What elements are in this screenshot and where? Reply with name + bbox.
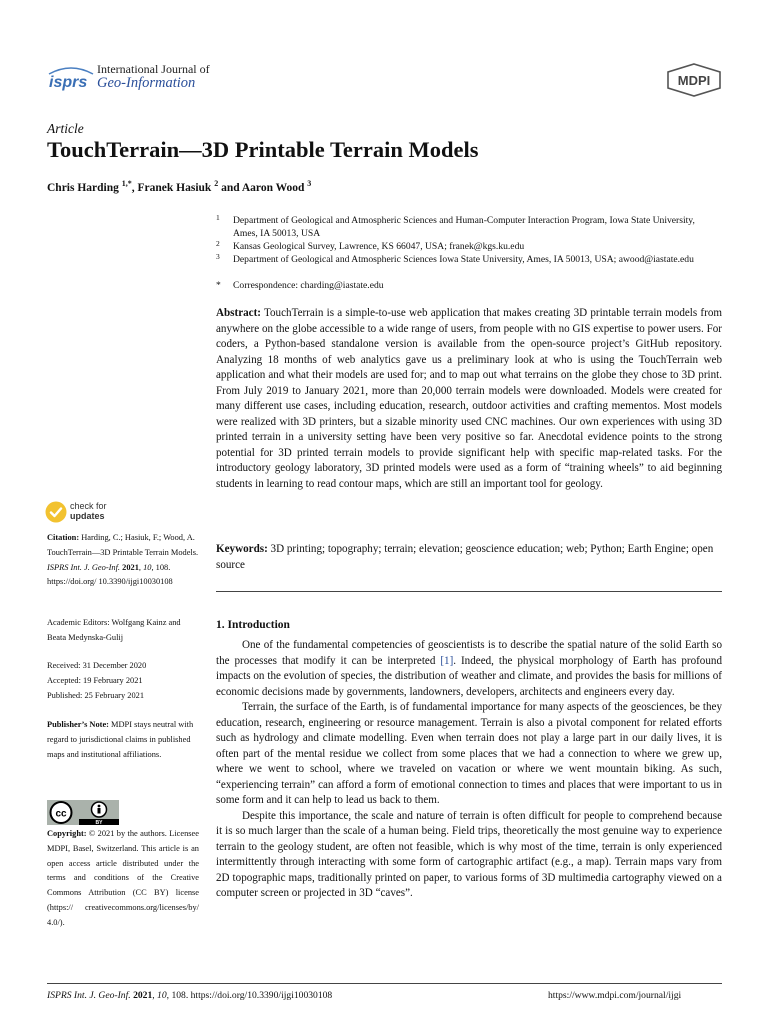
section-body (216, 638, 722, 902)
affiliation-1 (216, 215, 722, 241)
author-affiliation-marker: 2 (214, 179, 219, 188)
abstract-text: TouchTerrain is a simple-to-use web application that makes creating 3D printable terrain models from anywhere on the globe accessible to a wide range of users, from people with no GIS expertise to power users. For coders, a Python-based standalone version is available from the open-source project’s GitHub repository. Analyzing 18 months of web analytics gave us a preliminary look at who is using the TouchTerrain web application and what their models are used for; and to map out what terrains on the globe they chose to 3D print. From July 2019 to January 2021, more than 20,000 terrain models were downloaded. Models were created for many different use cases, including education, research, outdoor activities and crafting mementos. Most models were realized with 3D printers, but a sizable minority used CNC machines. Our own experiences with using 3D printed terrain in a university setting have been very positive so far. Anecdotal evidence points to the strong potential for 3D printed terrain models to provide significant help with specific map-related tasks. For the introductory geology laboratory, 3D printed models were used as a form of “training wheels” to aid beginning students in learning to read contour maps, which are still an important tool for geology. (216, 307, 722, 490)
affiliation-text: Correspondence: charding@iastate.edu (233, 280, 384, 291)
author-name: Franek Hasiuk (137, 181, 212, 194)
affiliation-number: 2 (216, 239, 220, 248)
citation-journal: ISPRS Int. J. Geo-Inf. (47, 562, 121, 572)
affiliation-2 (216, 241, 722, 254)
author-affiliation-marker: 1,* (121, 179, 132, 188)
citation-volume: 10 (143, 562, 152, 572)
isprs-logo (47, 64, 95, 92)
article-type: Article (47, 121, 84, 136)
academic-editors: Academic Editors: Wolfgang Kainz and Beata Medynska-Gulij (47, 618, 181, 642)
author-list (47, 179, 311, 194)
footer-volume: 10 (157, 990, 167, 1001)
footer-journal: ISPRS Int. J. Geo-Inf. (47, 990, 131, 1001)
paragraph: Despite this importance, the scale and nature of terrain is often difficult for people to comprehend because it is so much larger than the scale of a human being. Field trips, theoretically the most genuine way to experience terrain to the geology student, are often not feasible, which is why most of the time, terrain is only experienced intermittently through interacting with some form of cartographic artifact (e.g., a map). Terrain maps vary from 2D topographic maps, traditionally printed on paper, to various forms of 3D multimedia cartography viewed on a computer screen or projected in 3D “caves”. (216, 809, 722, 899)
paper-title: TouchTerrain—3D Printable Terrain Models (47, 137, 479, 162)
copyright-text: © 2021 by the authors. Licensee MDPI, Basel, Switzerland. This article is an open access article distributed under the terms and conditions of the Creative Commons Attribution (CC BY) license (https:// creativecommons.org/licenses/by/ 4.0/). (47, 829, 199, 927)
abstract-label: Abstract: (216, 307, 261, 319)
correspondence (216, 280, 722, 293)
citation-text: Harding, C.; Hasiuk, F.; Wood, A. TouchTerrain—3D Printable Terrain Models. (47, 533, 199, 557)
mdpi-logo (666, 63, 722, 97)
footer-citation: ISPRS Int. J. Geo-Inf. 2021, 10, 108. https://doi.org/10.3390/ijgi10030108 (47, 990, 333, 1001)
section-heading: 1. Introduction (216, 619, 290, 631)
publisher-note-text: MDPI stays neutral with regard to jurisdictional claims in published maps and institutional affiliations. (47, 720, 194, 759)
check-line-1: check for (70, 501, 107, 511)
accepted-date: Accepted: 19 February 2021 (47, 675, 143, 685)
affiliation-number: * (216, 280, 221, 291)
citation-link[interactable]: [1] (440, 654, 454, 667)
keywords-label: Keywords: (216, 543, 268, 555)
footer-journal-url[interactable]: https://www.mdpi.com/journal/ijgi (548, 990, 682, 1001)
author-separator: and (218, 181, 242, 194)
svg-text:cc: cc (55, 808, 67, 820)
citation-doi[interactable]: , 108. https://doi.org/ 10.3390/ijgi10030108 (47, 562, 173, 587)
citation-label: Citation: (47, 533, 80, 542)
copyright-block (47, 827, 199, 931)
affiliation-text: Kansas Geological Survey, Lawrence, KS 66047, USA; franek@kgs.ku.edu (233, 241, 525, 252)
keywords-text: 3D printing; topography; terrain; elevation; geoscience education; web; Python; Earth Engine; open source (216, 543, 714, 571)
publishers-note (47, 718, 199, 762)
published-date: Published: 25 February 2021 (47, 690, 145, 700)
affiliation-text: Department of Geological and Atmospheric Sciences Iowa State University, Ames, IA 50013, USA; awood@iastate.edu (233, 254, 694, 265)
citation-year: 2021 (122, 562, 139, 572)
affiliation-text: Department of Geological and Atmospheric Sciences and Human-Computer Interaction Program, Iowa State University, Ames, IA 50013, USA (233, 215, 695, 239)
author-name: Aaron Wood (241, 181, 305, 194)
check-line-2: updates (70, 511, 105, 521)
paragraph (216, 638, 722, 700)
paragraph: Terrain, the surface of the Earth, is of fundamental importance for many aspects of the geosciences, be they education, research, engineering or resource management. Terrain is also a pivotal component for related efforts such as hydrology and climate modelling. Even when terrain does not play a large part in our daily lives, it is often part of the mental residue we collect from some places that we had a connection to where we grew up, where we went to school, where we traveled on vacation or where we went mountain biking. As such, “experiencing terrain” can afford a form of emotional connection to times and places that were important to us in some form and it can help to lead us back to them. (216, 701, 722, 806)
affiliation-number: 3 (216, 252, 220, 261)
citation-block: Citation: Harding, C.; Hasiuk, F.; Wood, A. TouchTerrain—3D Printable Terrain Models. ISPRS Int. J. Geo-Inf. 2021, 10, 108. https://doi.org/ 10.3390/ijgi10030108 (47, 533, 199, 587)
footer-year: 2021 (133, 990, 153, 1001)
footer-divider (47, 983, 722, 984)
journal-name: Geo-Information (97, 75, 196, 91)
journal-prefix: International Journal of (97, 62, 210, 76)
svg-text:MDPI: MDPI (677, 73, 711, 88)
author-separator: , (131, 181, 138, 194)
dates-block (47, 659, 199, 703)
affiliation-3 (216, 254, 722, 280)
check-for-updates-link[interactable] (70, 501, 107, 521)
author-affiliation-marker: 3 (307, 179, 312, 188)
received-date: Received: 31 December 2020 (47, 661, 147, 670)
svg-text:isprs: isprs (49, 74, 88, 91)
svg-text:BY: BY (95, 820, 103, 825)
author-name: Chris Harding (47, 181, 119, 194)
keywords (216, 542, 722, 573)
divider (216, 591, 722, 592)
paragraph-text: One of the fundamental competencies of geoscientists is to describe the spatial nature of the solid Earth so the processes that modify it can be interpreted (216, 639, 722, 667)
publisher-note-label: Publisher’s Note: (47, 720, 109, 729)
affiliation-number: 1 (216, 213, 220, 222)
check-for-updates-icon[interactable] (45, 501, 67, 523)
abstract (216, 306, 722, 492)
footer-doi[interactable]: , 108. https://doi.org/10.3390/ijgi10030108 (166, 990, 333, 1001)
copyright-label: Copyright: (47, 829, 87, 838)
cc-by-license-icon[interactable] (47, 800, 119, 825)
paragraph-text: . Indeed, the physical morphology of Earth has profound impacts on the evolution of species, the distribution of weather and climate, and provides the basis for millions of economic decisions made by governments, landowners, developers, architects and engineers every day. (216, 654, 722, 698)
